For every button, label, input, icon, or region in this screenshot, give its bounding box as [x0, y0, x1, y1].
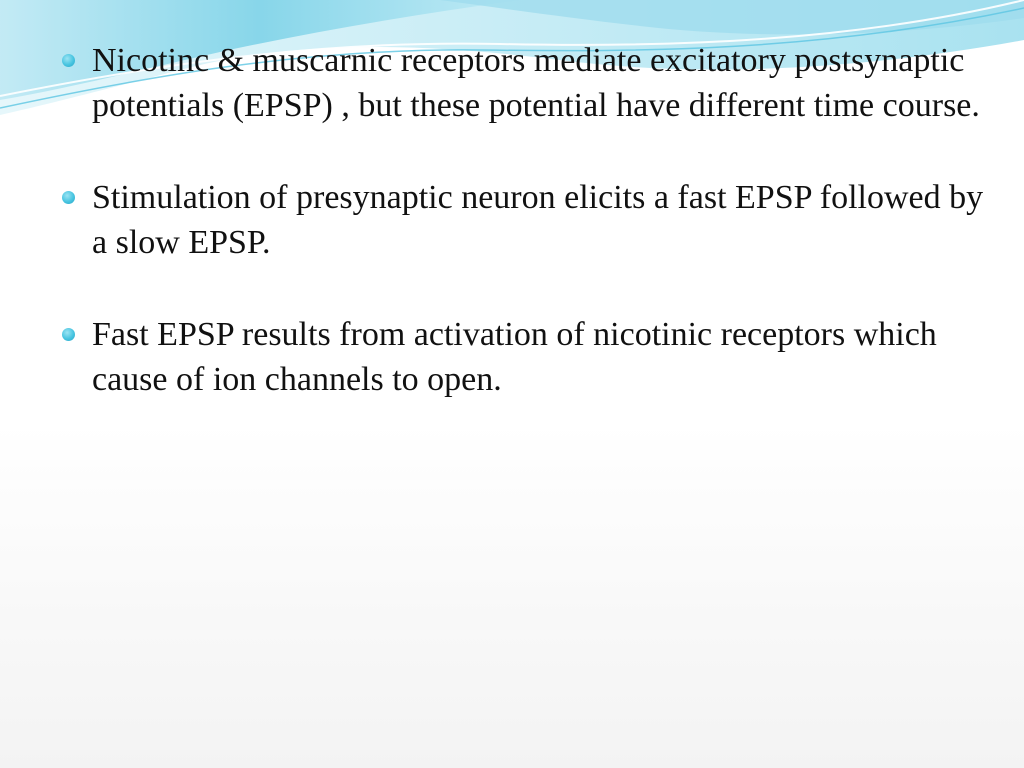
bullet-text: Fast EPSP results from activation of nicotinic receptors which cause of ion channels to open. — [92, 316, 937, 398]
bullet-text: Stimulation of presynaptic neuron elicits a fast EPSP followed by a slow EPSP. — [92, 179, 984, 261]
bullet-item — [58, 175, 988, 265]
bullet-text: Nicotinc & muscarnic receptors mediate excitatory postsynaptic potentials (EPSP) , but these potential have different time course. — [92, 42, 980, 124]
bullet-item — [58, 312, 988, 402]
content-area — [58, 38, 988, 449]
bullet-dot-icon — [62, 191, 75, 204]
bullet-dot-icon — [62, 54, 75, 67]
bullet-dot-icon — [62, 328, 75, 341]
bullet-list — [58, 38, 988, 402]
bullet-item — [58, 38, 988, 128]
